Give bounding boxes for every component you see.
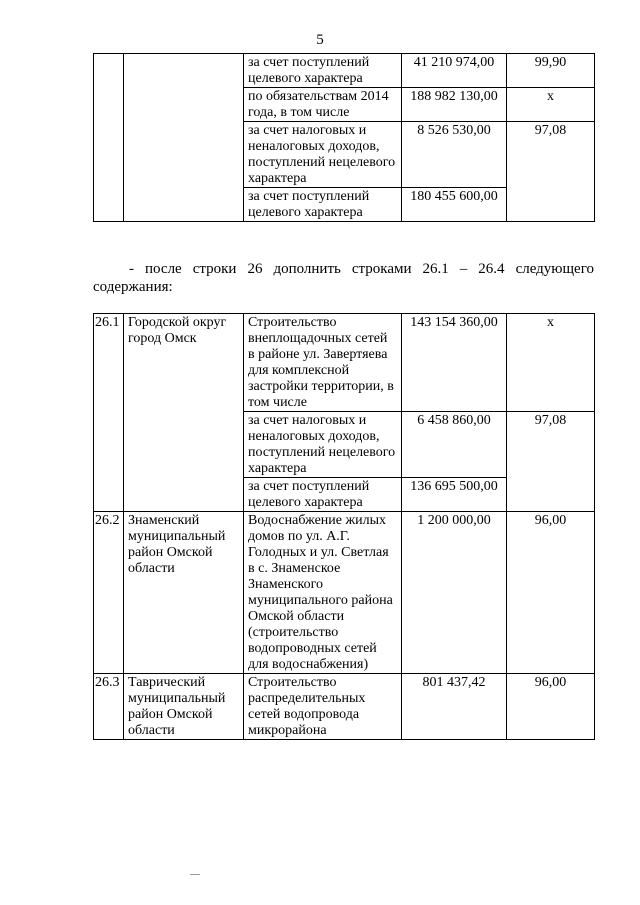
- scan-mark: [190, 874, 200, 875]
- description-cell: по обязательствам 2014 года, в том числе: [244, 88, 402, 122]
- percent-cell: 96,00: [507, 512, 595, 674]
- percent-cell: х: [507, 314, 595, 412]
- amount-cell: 188 982 130,00: [402, 88, 507, 122]
- amount-cell: 801 437,42: [402, 674, 507, 740]
- description-cell: Строительство распределительных сетей водопровода микрорайона: [244, 674, 402, 740]
- description-cell: Строительство внеплощадочных сетей в районе ул. Завертяева для комплексной застройки территории, в том числе: [244, 314, 402, 412]
- paragraph-line-1: - после строки 26 дополнить строками 26.1 – 26.4 следующего: [129, 261, 594, 277]
- amount-cell: 143 154 360,00: [402, 314, 507, 412]
- table-row: [94, 674, 595, 740]
- row-number: 26.2: [94, 512, 124, 674]
- table-row: [94, 314, 595, 412]
- description-cell: за счет поступлений целевого характера: [244, 478, 402, 512]
- percent-cell: 96,00: [507, 674, 595, 740]
- table-row: [94, 54, 595, 88]
- description-cell: Водоснабжение жилых домов по ул. А.Г. Голодных и ул. Светлая в с. Знаменское Знаменского муниципального района Омской области (строительство водопроводных сетей для водоснабжения): [244, 512, 402, 674]
- table-row: [94, 512, 595, 674]
- recipient-cell: Таврический муниципальный район Омской области: [124, 674, 244, 740]
- paragraph-line-2: содержания:: [93, 279, 173, 295]
- amount-cell: 1 200 000,00: [402, 512, 507, 674]
- amendment-paragraph: [93, 260, 594, 296]
- description-cell: за счет поступлений целевого характера: [244, 188, 402, 222]
- description-cell: за счет налоговых и неналоговых доходов, поступлений нецелевого характера: [244, 122, 402, 188]
- percent-cell: 97,08: [507, 122, 595, 222]
- description-cell: за счет поступлений целевого характера: [244, 54, 402, 88]
- percent-cell: 99,90: [507, 54, 595, 88]
- recipient-cell: Знаменский муниципальный район Омской области: [124, 512, 244, 674]
- recipient-cell: Городской округ город Омск: [124, 314, 244, 512]
- description-cell: за счет налоговых и неналоговых доходов, поступлений нецелевого характера: [244, 412, 402, 478]
- amount-cell: 136 695 500,00: [402, 478, 507, 512]
- page-number: 5: [316, 32, 324, 48]
- percent-cell: х: [507, 88, 595, 122]
- amount-cell: 41 210 974,00: [402, 54, 507, 88]
- row-number: 26.3: [94, 674, 124, 740]
- row-number: 26.1: [94, 314, 124, 512]
- percent-cell: 97,08: [507, 412, 595, 512]
- table-continuation: [93, 53, 595, 222]
- amount-cell: 180 455 600,00: [402, 188, 507, 222]
- recipient-cell: [124, 54, 244, 222]
- number-cell: [94, 54, 124, 222]
- amount-cell: 6 458 860,00: [402, 412, 507, 478]
- table-new-rows: [93, 313, 595, 740]
- amount-cell: 8 526 530,00: [402, 122, 507, 188]
